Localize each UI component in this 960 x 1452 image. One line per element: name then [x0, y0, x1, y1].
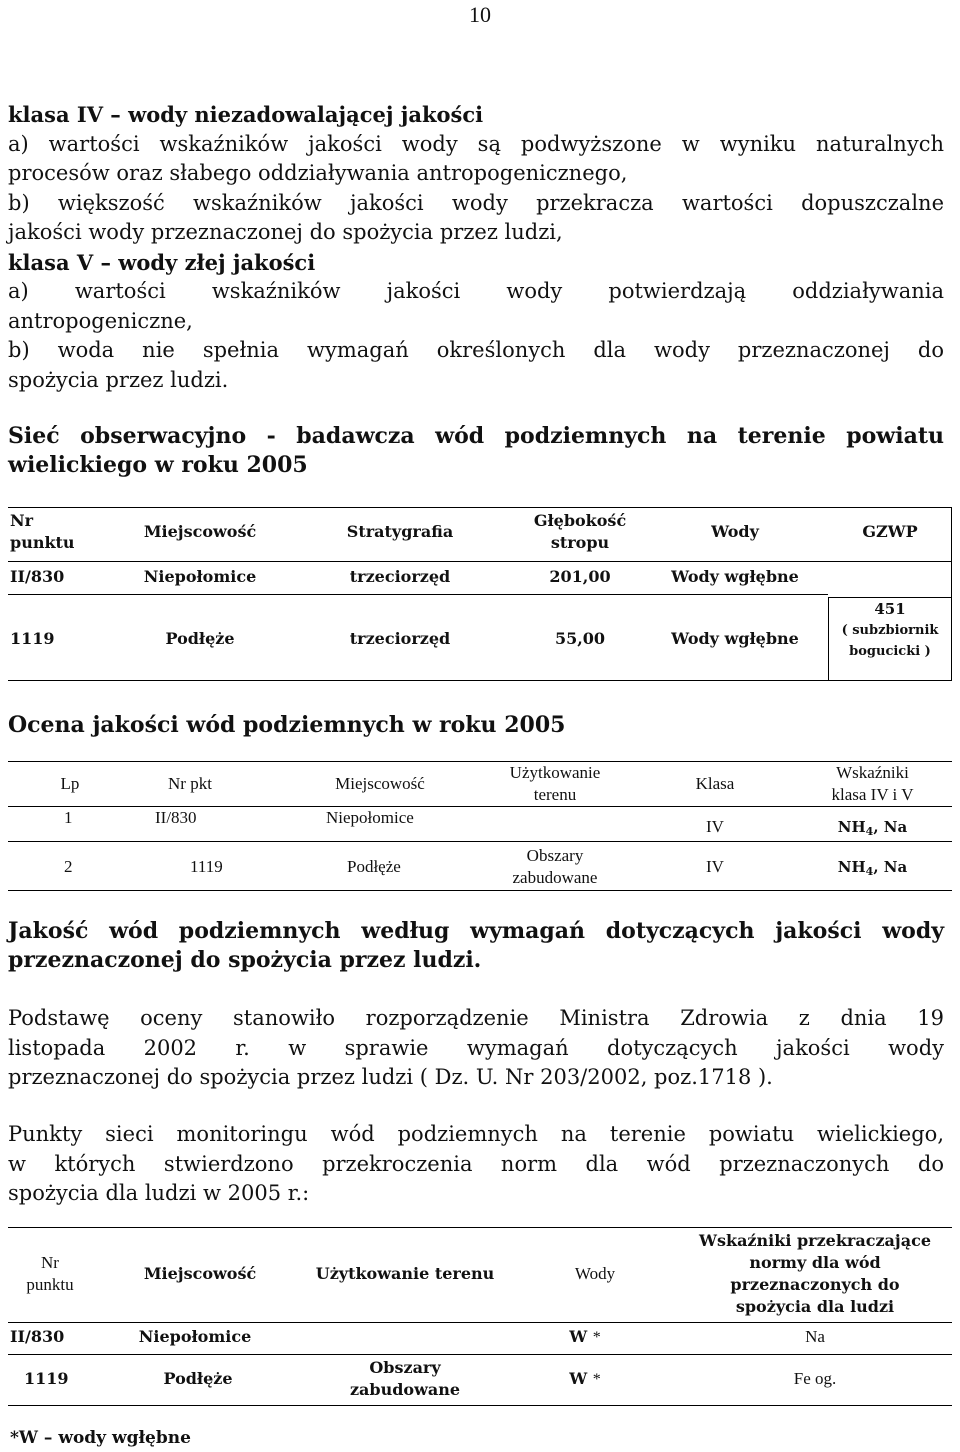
t2-row2-place: Podłęże	[347, 857, 401, 876]
para2-line3: spożycia dla ludzi w 2005 r.:	[8, 1181, 310, 1205]
t2-row2-use-line2: zabudowane	[512, 868, 598, 887]
page-number: 10	[469, 2, 491, 27]
t2-row2-lp: 2	[64, 857, 73, 876]
t3-row2-exceed: Fe og.	[793, 1369, 837, 1388]
t2-row1-indicators: $NH_4$, Na	[837, 818, 908, 838]
t1-row2-water: Wody wgłębne	[671, 629, 799, 648]
t3-row1-exceed: Na	[805, 1327, 825, 1346]
t3-row1-water: W *	[569, 1327, 601, 1346]
t2-row1-place: Niepołomice	[326, 808, 414, 827]
t1-row1-strat: trzeciorzęd	[349, 567, 451, 586]
t3-header-exceed-line2: normy dla wód	[749, 1253, 881, 1272]
t1-header-nr-line2: punktu	[10, 533, 75, 552]
t3-header-exceed-line4: spożycia dla ludzi	[735, 1297, 895, 1316]
class4-item-b-line2: jakości wody przeznaczonej do spożycia przez ludzi,	[8, 220, 563, 244]
t3-row2-use-line1: Obszary	[369, 1358, 441, 1377]
class4-item-a-line1: a) wartości wskaźników jakości wody są podwyższone w wyniku naturalnych	[8, 131, 944, 156]
t2-header-indicators-line1: Wskaźniki	[836, 763, 909, 782]
t3-row1-place: Niepołomice	[138, 1327, 252, 1346]
class4-item-a-line2: procesów oraz słabego oddziaływania antropogenicznego,	[8, 161, 628, 185]
section1-title-line2: wielickiego w roku 2005	[8, 452, 308, 478]
t1-header-strat: Stratygrafia	[346, 522, 454, 541]
t1-header-place: Miejscowość	[143, 522, 257, 541]
t1-row2-gzwp-line3: bogucicki )	[849, 644, 931, 659]
t1-row2-gzwp-line1: 451	[874, 600, 906, 618]
t1-row2-nr: 1119	[10, 629, 55, 648]
t2-header-use-line2: terenu	[533, 785, 577, 804]
t2-header-indicators-line2: klasa IV i V	[831, 785, 914, 804]
section3-title-line1: Jakość wód podziemnych według wymagań dotyczących jakości wody	[8, 918, 944, 944]
t2-header-klasa: Klasa	[695, 774, 735, 793]
t3-row2-nr: 1119	[24, 1369, 69, 1388]
t2-header-place: Miejscowość	[335, 774, 425, 793]
t3-header-nr-line2: punktu	[26, 1275, 74, 1294]
t1-row1-depth: 201,00	[549, 567, 611, 586]
t1-row2-gzwp-line2: ( subzbiornik	[841, 623, 939, 638]
section2-title: Ocena jakości wód podziemnych w roku 2005	[8, 712, 566, 738]
class5-item-a-line1: a) wartości wskaźników jakości wody potwierdzają oddziaływania	[8, 279, 944, 303]
t3-row1-nr: II/830	[10, 1327, 65, 1346]
footnote: *W – wody wgłębne	[10, 1428, 191, 1448]
t2-row1-lp: 1	[64, 808, 73, 827]
t3-row2-use-line2: zabudowane	[349, 1380, 461, 1399]
t3-header-nr-line1: Nr	[41, 1253, 59, 1272]
para2-line1: Punkty sieci monitoringu wód podziemnych na terenie powiatu wielickiego,	[8, 1122, 944, 1146]
section1-title-line1: Sieć obserwacyjno - badawcza wód podziemnych na terenie powiatu	[8, 423, 944, 449]
t2-header-use-line1: Użytkowanie	[509, 763, 601, 782]
t2-header-nrpkt: Nr pkt	[168, 774, 212, 793]
t1-header-nr-line1: Nr	[10, 511, 34, 530]
class4-item-b-line1: b) większość wskaźników jakości wody przekracza wartości dopuszczalne	[8, 190, 944, 215]
section3-title-line2: przeznaczonej do spożycia przez ludzi.	[8, 947, 482, 973]
t3-header-use: Użytkowanie terenu	[315, 1264, 495, 1283]
t2-row2-use-line1: Obszary	[526, 846, 584, 865]
para1-line2: listopada 2002 r. w sprawie wymagań dotyczących jakości wody	[8, 1035, 944, 1060]
t1-header-depth-line1: Głębokość	[533, 511, 627, 530]
t2-row1-klasa: IV	[706, 817, 724, 836]
t3-header-place: Miejscowość	[143, 1264, 257, 1283]
class4-title: klasa IV – wody niezadowalającej jakości	[8, 102, 484, 127]
t1-row1-water: Wody wgłębne	[671, 567, 799, 586]
t2-row2-klasa: IV	[706, 857, 724, 876]
t2-row1-nrpkt: II/830	[155, 808, 197, 827]
t1-row2-depth: 55,00	[554, 629, 606, 648]
t3-header-exceed-line3: przeznaczonych do	[730, 1275, 900, 1294]
class5-item-b-line2: spożycia przez ludzi.	[8, 367, 229, 392]
t3-header-exceed-line1: Wskaźniki przekraczające	[699, 1231, 931, 1250]
t3-row2-place: Podłęże	[163, 1369, 233, 1388]
t1-row1-place: Niepołomice	[143, 567, 257, 586]
t1-row2-strat: trzeciorzęd	[349, 629, 451, 648]
t2-header-lp: Lp	[60, 774, 80, 793]
t3-row2-water: W *	[569, 1369, 601, 1388]
t1-header-depth-line2: stropu	[550, 533, 610, 552]
para1-line1: Podstawę oceny stanowiło rozporządzenie Ministra Zdrowia z dnia 19	[8, 1006, 944, 1030]
para2-line2: w których stwierdzono przekroczenia norm dla wód przeznaczonych do	[8, 1151, 944, 1176]
t2-row2-indicators: $NH_4$, Na	[837, 858, 908, 878]
class5-item-b-line1: b) woda nie spełnia wymagań określonych dla wody przeznaczonej do	[8, 338, 944, 362]
class5-item-a-line2: antropogeniczne,	[8, 308, 193, 333]
t1-row1-nr: II/830	[10, 567, 65, 586]
t1-row2-place: Podłęże	[165, 629, 235, 648]
t1-header-gzwp: GZWP	[862, 522, 918, 541]
class5-title: klasa V – wody złej jakości	[8, 249, 316, 275]
t2-row2-nrpkt: 1119	[190, 857, 223, 876]
t1-header-water: Wody	[711, 522, 759, 541]
t3-header-water: Wody	[574, 1264, 616, 1283]
para1-line3: przeznaczonej do spożycia przez ludzi ( Dz. U. Nr 203/2002, poz.1718 ).	[8, 1065, 773, 1089]
